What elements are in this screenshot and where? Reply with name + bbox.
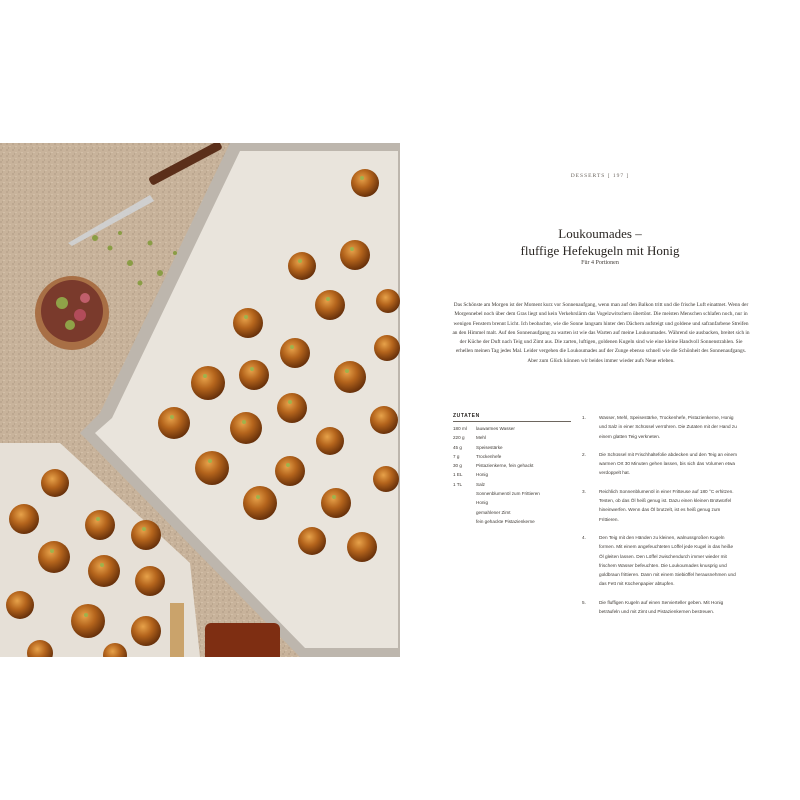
title-line-1: Loukoumades –: [558, 226, 642, 241]
step-text: Den Teig mit den Händen zu kleinen, walnussgroßen Kugeln formen. Mit einem angefeuchteten Löffel jede Kugel in das heiße Öl gleiten lassen. Den Löffel zwischendurch immer wieder mit frischem Wasser befeuchten. Die Loukoumades knusprig und goldbraun frittieren. Dann mit einem Siebiöffel herausnehmen und das Fett mit Küchenpapier abtupfen.: [599, 534, 736, 587]
instructions-list: [582, 413, 738, 616]
recipe-page: [400, 143, 800, 657]
book-spread: [0, 143, 800, 657]
ingredient-qty: 220 g: [453, 435, 465, 441]
instruction-step: [582, 533, 738, 589]
loukoumades-photo: [0, 143, 400, 657]
ingredient-qty: 7 g: [453, 453, 460, 459]
step-text: Wasser, Mehl, Speisestärke, Trockenhefe, Pistazienkerne, Honig und Salz in einer Schüssel verrühren. Die Zutaten mit der Hand zu einem glatten Teig verkneten.: [599, 415, 737, 439]
recipe-photo: [0, 143, 400, 657]
ingredient-name: Salz: [476, 481, 485, 487]
ingredient-qty: [453, 517, 476, 526]
step-number: 4.: [582, 534, 586, 540]
instruction-step: [582, 487, 738, 524]
ingredient-qty: 180 ml: [453, 426, 467, 431]
step-number: 3.: [582, 488, 586, 494]
instruction-step: [582, 598, 738, 617]
ingredient-row: [453, 433, 571, 442]
ingredient-qty: 45 g: [453, 444, 462, 450]
ingredient-row: [453, 517, 571, 526]
ingredient-row: [453, 489, 571, 498]
ingredient-qty: 1 EL: [453, 472, 463, 478]
ingredient-row: [453, 443, 571, 452]
ingredient-qty: [453, 508, 476, 517]
ingredient-row: [453, 480, 571, 489]
title-line-2: fluffige Hefekugeln mit Honig: [520, 243, 680, 258]
ingredient-row: [453, 498, 571, 507]
section-label: DESSERTS: [570, 173, 606, 179]
step-number: 1.: [582, 415, 586, 420]
ingredient-qty: [453, 498, 476, 507]
ingredient-row: [453, 508, 571, 517]
ingredient-qty: 1 TL: [453, 481, 463, 487]
ingredient-row: [453, 452, 571, 461]
step-text: Die fluffigen Kugeln auf einen Servierteller geben. Mit Honig beträufeln und mit Zimt und Pistazienkernen bestreuen.: [599, 599, 724, 615]
ingredient-qty: 30 g: [453, 463, 462, 469]
step-text: Die Schüssel mit Frischhaltefolie abdecken und den Teig an einem warmen Ort 30 Minuten gehen lassen, bis sich das Volumen etwa verdoppelt hat.: [599, 451, 738, 476]
ingredient-name: Speisestärke: [476, 444, 503, 450]
ingredient-qty: [453, 489, 476, 498]
recipe-title: [400, 225, 800, 259]
step-text: Reichlich Sonnenblumenöl in einer Fritteuse auf 180 °C erhitzen. Testen, ob das Öl heiß genug ist. Dazu einen kleinen Brotwürfel hineinwerfen. Wenn das Öl brutzelt, ist es heiß genug zum Frittieren.: [599, 488, 734, 522]
ingredient-name: Trockenhefe: [476, 453, 502, 459]
ingredient-name: Pistazienkerne, fein gehackt: [476, 463, 534, 469]
ingredient-name: Honig: [476, 472, 489, 478]
ingredient-row: [453, 461, 571, 470]
pistachio-bowl: [35, 276, 109, 350]
ingredient-name: gemahlener Zimt: [476, 509, 511, 515]
ingredients-heading: ZUTATEN: [453, 413, 571, 422]
ingredient-name: Mehl: [476, 435, 486, 441]
ingredient-row: [453, 424, 571, 433]
ingredient-name: Honig: [476, 500, 489, 506]
servings: Für 4 Portionen: [581, 260, 619, 266]
ingredients-list: [453, 413, 571, 526]
step-number: 2.: [582, 451, 586, 457]
instruction-step: [582, 413, 738, 441]
ingredient-row: [453, 470, 571, 479]
step-number: 5.: [582, 599, 586, 605]
ingredient-name: lauwarmes Wasser: [476, 426, 515, 431]
running-head: [400, 173, 800, 179]
intro-paragraph: Das Schönste am Morgen ist der Moment kurz vor Sonnenaufgang, wenn man auf den Balkon tritt und die frische Luft einatmet. Wenn der Morgennebel noch über dem Gras liegt und kein Verkehrslärm das Vogelzwitschern übertönt. Die meisten Menschen schlafen noch, nur in wenigen Fenstern brennt Licht. Ich beobachte, wie die Sonne langsam hinter den Dächern aufsteigt und goldene und safranfarbene Streifen an den Himmel malt. Auf den Sonnenaufgang zu warten ist wie das Warten auf meine Loukoumades. Während sie ausbacken, breitet sich in der Küche der Duft nach Teig und Zimt aus. Die zarten, luftigen, goldenen Kugeln sind wie eine kleine Handvoll Sonnenstrahlen. Sie erhellen meinen Tag jedes Mal. Leider vergehen die Loukoumades auf der Zunge ebenso schnell wie die Schönheit des Sonnenaufgangs. Aber zum Glück können wir beides immer wieder aufs Neue erleben.: [452, 302, 750, 364]
ingredient-name: Sonnenblumenöl zum Frittieren: [476, 491, 540, 497]
ingredient-name: fein gehackte Pistazienkerne: [476, 518, 535, 524]
page-number: [ 197 ]: [607, 173, 630, 179]
instruction-step: [582, 450, 738, 478]
